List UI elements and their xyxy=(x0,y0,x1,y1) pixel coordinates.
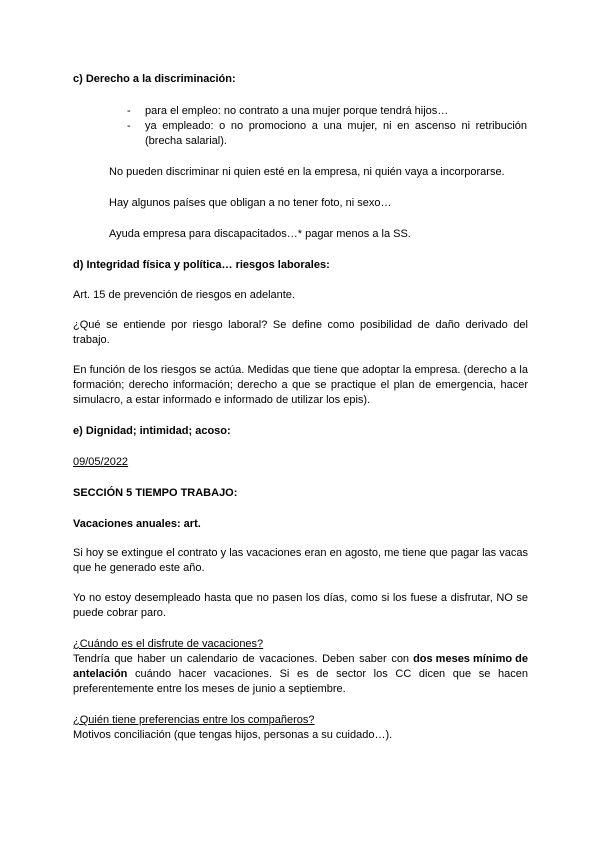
vacaciones-heading: Vacaciones anuales: art. xyxy=(73,518,201,530)
paragraph-calendario-l1-text: Tendría que haber un calendario de vacaciones. Deben saber con xyxy=(73,653,410,665)
paragraph-discrimination: No pueden discriminar ni quien esté en la empresa, ni quién vaya a incorporarse. xyxy=(109,166,505,178)
paragraph-riesgo-l2: trabajo. xyxy=(73,334,110,346)
section-5-title: SECCIÓN 5 TIEMPO TRABAJO: xyxy=(73,487,238,499)
paragraph-extingue-l2: que he generado este año. xyxy=(73,562,205,574)
bullet-dash-1: - xyxy=(127,105,131,117)
paragraph-calendario-l2-text: cuándo hacer vacaciones. Si es de sector los CC dicen que se hacen xyxy=(127,668,528,680)
paragraph-medidas-l3: simulacro, a estar informado e informado de utilizar los epis). xyxy=(73,394,371,406)
bullet-dash-2: - xyxy=(127,120,131,132)
paragraph-calendario-l1-bold: dos meses mínimo de xyxy=(413,653,528,665)
paragraph-calendario-l2-bold: antelación xyxy=(73,668,128,680)
paragraph-foto: Hay algunos países que obligan a no tener foto, ni sexo… xyxy=(109,197,392,209)
paragraph-calendario-l3: preferentemente entre los meses de junio a septiembre. xyxy=(73,683,346,695)
bullet-item-2: ya empleado: o no promociono a una mujer, ni en ascenso ni retribución xyxy=(145,120,527,132)
paragraph-conciliacion: Motivos conciliación (que tengas hijos, personas a su cuidado…). xyxy=(73,729,393,741)
paragraph-medidas-l2: formación; derecho información; derecho a que se practique el plan de emergencia, hacer xyxy=(73,379,528,391)
paragraph-desempleado-l2: puede cobrar paro. xyxy=(73,607,166,619)
date-line: 09/05/2022 xyxy=(73,456,129,468)
heading-e: e) Dignidad; intimidad; acoso: xyxy=(73,425,231,437)
paragraph-medidas-l1: En función de los riesgos se actúa. Medidas que tiene que adoptar la empresa. (derecho a la xyxy=(73,364,528,376)
bullet-item-2-cont: (brecha salarial). xyxy=(145,135,227,147)
paragraph-desempleado-l1: Yo no estoy desempleado hasta que no pasen los días, como si los fuese a disfrutar, NO se xyxy=(73,592,528,604)
paragraph-art15: Art. 15 de prevención de riesgos en adelante. xyxy=(73,289,295,301)
paragraph-extingue-l1: Si hoy se extingue el contrato y las vacaciones eran en agosto, me tiene que pagar las vacas xyxy=(73,547,528,559)
heading-c: c) Derecho a la discriminación: xyxy=(73,73,236,85)
paragraph-riesgo-l1: ¿Qué se entiende por riesgo laboral? Se define como posibilidad de daño derivado del xyxy=(73,319,528,331)
bullet-item-1: para el empleo: no contrato a una mujer porque tendrá hijos… xyxy=(145,105,449,117)
paragraph-calendario-l2 xyxy=(73,667,528,681)
paragraph-calendario-l1 xyxy=(73,652,528,666)
heading-d: d) Integridad física y política… riesgos laborales: xyxy=(73,259,330,271)
question-disfrute: ¿Cuándo es el disfrute de vacaciones? xyxy=(73,638,264,650)
paragraph-discapacitados: Ayuda empresa para discapacitados…* pagar menos a la SS. xyxy=(109,228,411,240)
question-preferencias: ¿Quién tiene preferencias entre los compañeros? xyxy=(73,714,315,726)
